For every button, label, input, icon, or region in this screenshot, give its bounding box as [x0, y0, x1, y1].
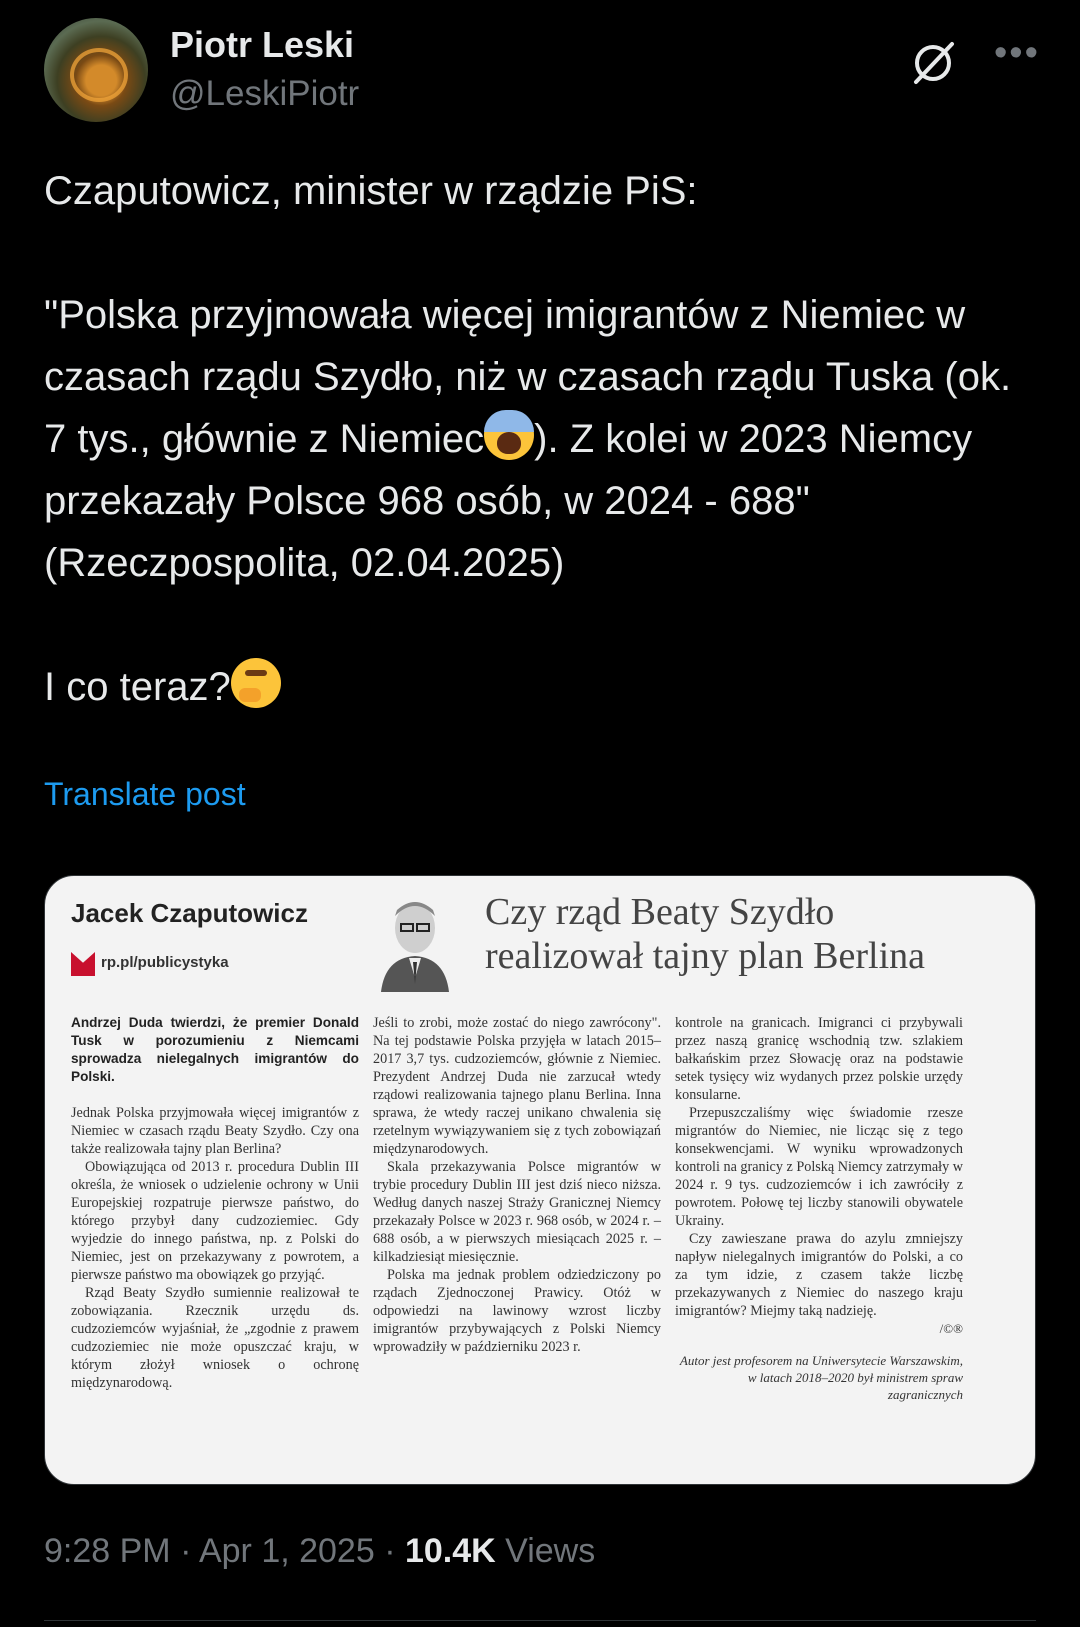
article-paragraph: Czy zawieszane prawa do azylu zmniejszy napływ nielegalnych imigrantów do Polski, a co za tym idzie, z czasem także liczbę przekazywanych z Niemiec do naszego kraju imigrantów? Miejmy taką nadzieję. — [675, 1231, 963, 1319]
views-count: 10.4K — [404, 1532, 496, 1570]
article-signature: /©® — [939, 1321, 963, 1336]
author-portrait — [375, 888, 455, 992]
article-headline — [485, 890, 925, 978]
article-source-label: rp.pl/publicystyka — [101, 954, 229, 971]
article-paragraph: kontrole na granicach. Imigranci ci przybywali przez naszą granicę wschodnią tzw. szlakiem bałkańskim przez Słowację oraz na podstawie setek tysięcy wiz wydanych przez polskie urzędy konsularne. — [675, 1015, 963, 1103]
headline-line-1: Czy rząd Beaty Szydło — [485, 891, 835, 933]
grok-icon[interactable] — [908, 38, 958, 88]
tweet-text-part1: Czaputowicz, minister w rządzie PiS: "Polska przyjmowała więcej imigrantów z Niemiec w czasach rządu Szydło, niż w czasach rządu Tuska (ok. 7 tys., głównie z Niemiec — [44, 169, 1012, 461]
article-paragraph: Skala przekazywania Polsce migrantów w trybie procedury Dublin III jest dziś nieco niższa. Według danych naszej Straży Granicznej Niemcy przekazały Polsce w 2023 r. 968 osób, w 2024 r. – 688 osób, a w pierwszych miesiącach 2025 r. – kilkadziesiąt miesięcznie. — [373, 1159, 661, 1265]
timestamp[interactable]: 9:28 PM · Apr 1, 2025 · — [44, 1532, 405, 1570]
article-paragraph: Rząd Beaty Szydło sumiennie realizował te zobowiązania. Rzecznik urzędu ds. cudzoziemców wyjaśniał, że „zgodnie z prawem cudzoziemiec nie może opuszczać kraju, w którym złożył wniosek o ochronę międzynarodową. — [71, 1285, 359, 1391]
translate-post-link[interactable]: Translate post — [44, 776, 246, 812]
article-author: Jacek Czaputowicz — [71, 898, 308, 928]
article-paragraph: Polska ma jednak problem odziedziczony po rządach Zjednoczonej Prawicy. Otóż w odpowiedzi na lawinowy wzrost liczby imigrantów przybywających z Polski Niemcy wprowadziły w październiku 2023 r. — [373, 1267, 661, 1355]
divider — [44, 1620, 1036, 1621]
article-lead: Andrzej Duda twierdzi, że premier Donald Tusk w porozumieniu z Niemcami sprowadza nielegalnych imigrantów do Polski. — [71, 1015, 359, 1084]
rp-logo-icon — [71, 952, 95, 976]
thinking-emoji-icon — [231, 658, 281, 708]
tweet-meta — [44, 1532, 595, 1571]
author-name[interactable]: Piotr Leski — [170, 24, 355, 65]
attached-image[interactable] — [44, 875, 1036, 1485]
scream-emoji-icon — [484, 410, 534, 460]
article-paragraph: Jeśli to zrobi, może zostać do niego zawrócony". Na tej podstawie Polska przyjęła w latach 2015–2017 3,7 tys. cudzoziemców, głównie z Niemiec. Prezydent Andrzej Duda nie zarzucał wtedy rządowi realizowania tajnego planu Berlina. Inna sprawa, że wtedy raczej unikano chwalenia się rzetelnym wywiązywaniem się z tych zobowiązań międzynarodowych. — [373, 1015, 661, 1157]
article-paragraph: Obowiązująca od 2013 r. procedura Dublin III określa, że wniosek o udzielenie ochrony w Unii Europejskiej rozpatruje pierwsze państwo, do którego przybył dany cudzoziemiec. Gdy wyjedzie do innego państwa, np. z Polski do Niemiec, jest on przekazywany z powrotem, a pierwsze państwo ma obowiązek go przyjąć. — [71, 1159, 359, 1283]
headline-line-2: realizował tajny plan Berlina — [485, 935, 925, 977]
tweet-text — [44, 160, 1034, 718]
article-paragraph: Przepuszczaliśmy więc świadomie rzesze migrantów do Niemiec, nie licząc się z tego konsekwencjami. W wyniku wprowadzonych kontroli na granicy z Polską Niemcy zatrzymały w 2024 r. 9 tys. cudzoziemców i ich zawróciły z powrotem. Połowę tej liczby stanowili obywatele Ukrainy. — [675, 1105, 963, 1229]
views-label: Views — [495, 1532, 596, 1570]
article-author-note: Autor jest profesorem na Uniwersytecie Warszawskim, w latach 2018–2020 był ministrem spraw zagranicznych — [679, 1353, 963, 1402]
article-paragraph: Jednak Polska przyjmowała więcej imigrantów z Niemiec w czasach rządu Beaty Szydło. Czy ona także realizowała tajny plan Berlina? — [71, 1105, 359, 1157]
tweet-text-part2: ). Z kolei w 2023 Niemcy przekazały Polsce 968 osób, w 2024 - 688" (Rzeczpospolita, 02.04.2025) I co teraz? — [44, 417, 973, 709]
tweet-header — [44, 18, 1040, 122]
avatar[interactable] — [44, 18, 148, 122]
article-column-1 — [71, 1014, 359, 1392]
article-column-3 — [675, 1014, 963, 1403]
more-icon[interactable]: ••• — [994, 32, 1040, 74]
article-column-2 — [373, 1014, 661, 1356]
author-handle[interactable]: @LeskiPiotr — [170, 74, 360, 113]
